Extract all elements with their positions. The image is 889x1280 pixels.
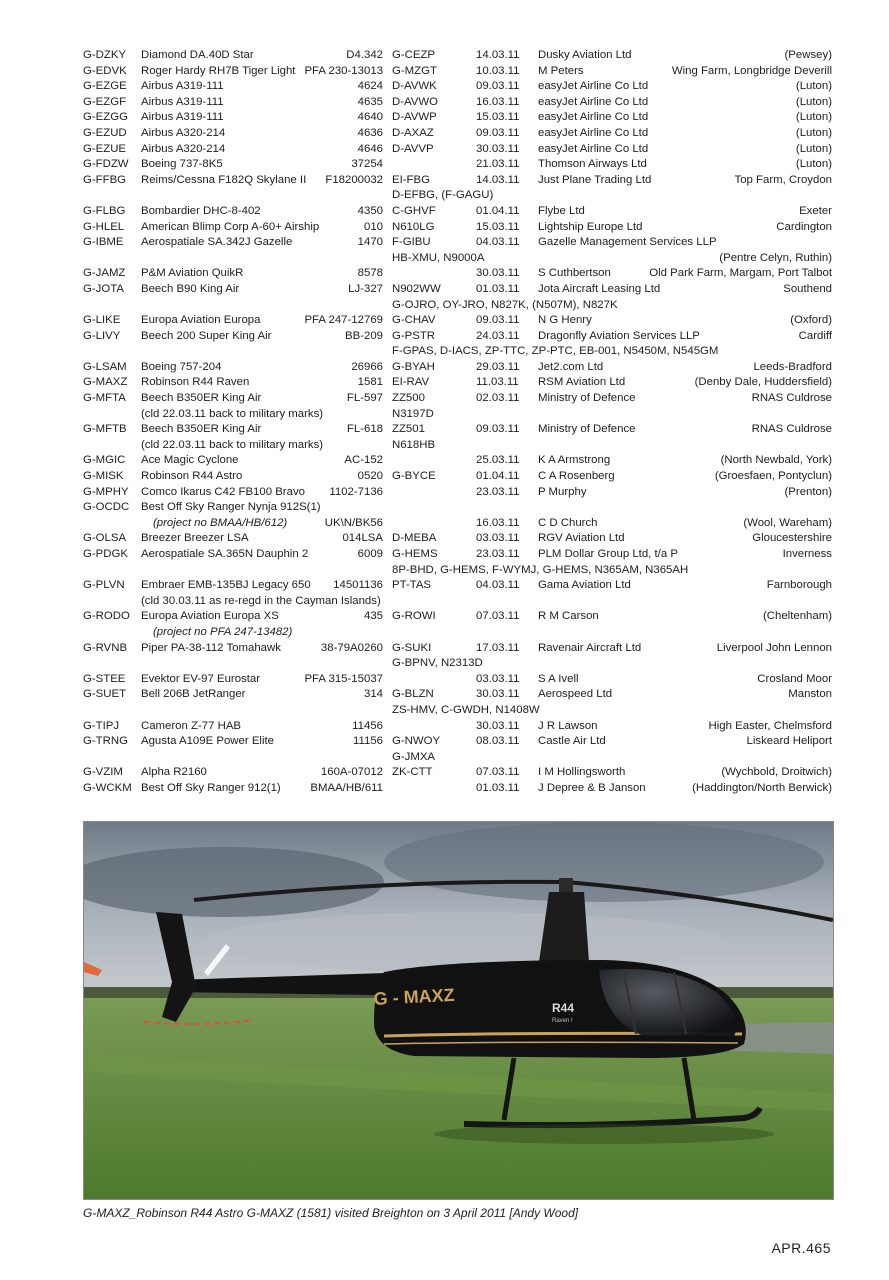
owner: Ministry of Defence: [538, 392, 636, 405]
registration: G-EDVK: [83, 64, 127, 77]
previous-identity: D-AVWP: [392, 111, 437, 124]
register-row: [83, 220, 832, 236]
owner: Ministry of Defence: [538, 423, 636, 436]
base-location: Old Park Farm, Margam, Port Talbot: [649, 267, 832, 280]
construction-number: 010: [363, 220, 383, 233]
registration-date: 23.03.11: [476, 485, 520, 498]
construction-number: 4350: [357, 204, 383, 217]
construction-number: 014LSA: [342, 532, 383, 545]
construction-number: 314: [363, 688, 383, 701]
aircraft-type: (project no BMAA/HB/612): [153, 516, 288, 529]
previous-identity: PT-TAS: [392, 579, 432, 592]
construction-number: 4646: [357, 142, 383, 155]
register-row: [83, 391, 832, 422]
owner: Castle Air Ltd: [538, 735, 606, 748]
register-row: [83, 64, 832, 80]
aircraft-type: Agusta A109E Power Elite: [141, 735, 274, 748]
register-row: [83, 609, 832, 640]
construction-number: UK\N/BK56: [324, 516, 383, 529]
construction-number: PFA 247-12769: [304, 314, 383, 327]
registration: G-EZGF: [83, 95, 127, 108]
previous-identities-note: ZS-HMV, C-GWDH, N1408W: [392, 703, 540, 716]
base-location: Top Farm, Croydon: [734, 173, 832, 186]
registration-date: 21.03.11: [476, 158, 520, 171]
registration-date: 15.03.11: [476, 111, 520, 124]
registration: G-SUET: [83, 688, 127, 701]
base-location: Manston: [788, 688, 832, 701]
aircraft-type: Piper PA-38-112 Tomahawk: [141, 641, 281, 654]
registration-date: 03.03.11: [476, 532, 520, 545]
construction-number: D4.342: [346, 49, 383, 61]
aircraft-type: Airbus A319-111: [141, 95, 224, 108]
owner: Dragonfly Aviation Services LLP: [538, 329, 700, 342]
owner: Ravenair Aircraft Ltd: [538, 641, 642, 654]
aircraft-type: Ace Magic Cyclone: [141, 454, 239, 467]
registration: G-TIPJ: [83, 719, 120, 732]
previous-identity: N610LG: [392, 220, 435, 233]
registration-date: 23.03.11: [476, 548, 520, 560]
register-row: [83, 79, 832, 95]
registration-date: 09.03.11: [476, 80, 520, 93]
aircraft-type: Reims/Cessna F182Q Skylane II: [141, 173, 307, 186]
base-location: (Haddington/North Berwick): [692, 781, 832, 794]
previous-identity: EI-RAV: [392, 376, 430, 389]
registration-date: 16.03.11: [476, 95, 520, 108]
register-row: [83, 672, 832, 688]
registration-date: 16.03.11: [476, 516, 520, 529]
aircraft-type: Beech 200 Super King Air: [141, 329, 272, 342]
construction-number: 4636: [357, 126, 383, 139]
registration-date: 29.03.11: [476, 360, 520, 373]
registration: G-LIKE: [83, 314, 121, 327]
register-row: [83, 734, 832, 765]
registration-note: (cld 22.03.11 back to military marks): [141, 438, 324, 451]
previous-identity: G-PSTR: [392, 329, 436, 342]
previous-identity: D-AVWK: [392, 80, 437, 93]
aircraft-type: P&M Aviation QuikR: [141, 267, 244, 280]
registration-date: 07.03.11: [476, 610, 520, 623]
base-location: Liverpool John Lennon: [716, 641, 832, 654]
construction-number: FL-618: [346, 423, 383, 436]
owner: Flybe Ltd: [538, 204, 585, 217]
aircraft-type: Evektor EV-97 Eurostar: [141, 672, 261, 685]
registration-date: 10.03.11: [476, 64, 520, 77]
owner: C A Rosenberg: [538, 470, 615, 483]
registration-date: 09.03.11: [476, 314, 520, 327]
construction-number: 1102-7136: [329, 485, 383, 498]
registration-note: (project no PFA 247-13482): [153, 625, 293, 638]
registration-marking: G - MAXZ: [373, 984, 456, 1009]
owner: Gama Aviation Ltd: [538, 579, 631, 592]
owner: Lightship Europe Ltd: [538, 220, 643, 233]
registration: G-OLSA: [83, 532, 127, 545]
owner: M Peters: [538, 64, 584, 77]
register-row: [83, 282, 832, 313]
page-number: APR.465: [771, 1240, 831, 1256]
aircraft-type: Boeing 737-8K5: [141, 158, 223, 171]
construction-number: 26966: [351, 360, 383, 373]
registration-date: 03.03.11: [476, 672, 520, 685]
register-row: [83, 95, 832, 111]
registration-date: 24.03.11: [476, 329, 520, 342]
previous-identity: D-AXAZ: [392, 126, 434, 139]
owner: easyJet Airline Co Ltd: [538, 95, 649, 108]
base-location: (Luton): [795, 158, 832, 171]
registration-date: 01.04.11: [476, 204, 520, 217]
construction-number: 6009: [357, 548, 383, 560]
aircraft-type: Best Off Sky Ranger Nynja 912S(1): [141, 501, 321, 514]
registration: G-FFBG: [83, 173, 127, 186]
register-row: [83, 641, 832, 672]
base-location: Farnborough: [766, 579, 832, 592]
base-location: Inverness: [782, 548, 832, 560]
registration: G-HLEL: [83, 220, 125, 233]
register-row: [83, 142, 832, 158]
owner: easyJet Airline Co Ltd: [538, 80, 649, 93]
aircraft-type: Beech B90 King Air: [141, 282, 240, 295]
register-row: [83, 453, 832, 469]
registration-note: (cld 22.03.11 back to military marks): [141, 407, 324, 420]
aircraft-type: Beech B350ER King Air: [141, 392, 262, 405]
owner: easyJet Airline Co Ltd: [538, 111, 649, 124]
register-row: [83, 765, 832, 781]
aircraft-type: Robinson R44 Astro: [141, 470, 243, 483]
registration-date: 08.03.11: [476, 735, 520, 748]
registration: G-MFTA: [83, 392, 126, 405]
register-row: [83, 173, 832, 204]
previous-identity: G-HEMS: [392, 548, 438, 560]
registration: G-MAXZ: [83, 376, 128, 389]
base-location: Gloucestershire: [752, 532, 832, 545]
owner: N G Henry: [538, 314, 592, 327]
owner: C D Church: [538, 516, 598, 529]
construction-number: 37254: [351, 158, 383, 171]
previous-identities-note: 8P-BHD, G-HEMS, F-WYMJ, G-HEMS, N365AM, N365AH: [392, 563, 689, 576]
owner: Aerospeed Ltd: [538, 688, 613, 701]
registration-date: 01.03.11: [476, 781, 520, 794]
register-row: [83, 329, 832, 360]
construction-number: 11156: [353, 735, 383, 748]
previous-identities-note: G-JMXA: [392, 750, 436, 763]
register-row: [83, 719, 832, 735]
aircraft-type: Aerospatiale SA.342J Gazelle: [141, 236, 293, 249]
base-location: RNAS Culdrose: [751, 423, 832, 436]
aircraft-type: Airbus A320-214: [141, 126, 226, 139]
registration: G-WCKM: [83, 781, 132, 794]
registration-date: 02.03.11: [476, 392, 520, 405]
register-row: [83, 266, 832, 282]
previous-identity: G-CHAV: [392, 314, 436, 327]
previous-identity: G-BLZN: [392, 688, 434, 701]
register-row: [83, 781, 832, 797]
register-row: [83, 469, 832, 485]
base-location: (Groesfaen, Pontyclun): [714, 470, 832, 483]
previous-identity: ZK-CTT: [392, 766, 433, 779]
registration-date: 04.03.11: [476, 236, 520, 249]
registration: G-RVNB: [83, 641, 128, 654]
registration: G-DZKY: [83, 49, 127, 61]
owner: easyJet Airline Co Ltd: [538, 126, 649, 139]
register-table: [83, 48, 832, 797]
registration-date: 09.03.11: [476, 423, 520, 436]
registration-date: 30.03.11: [476, 719, 520, 732]
aircraft-type: Bell 206B JetRanger: [141, 688, 246, 701]
owner: J R Lawson: [538, 719, 598, 732]
registration: G-JOTA: [83, 282, 124, 295]
register-row: [83, 485, 832, 501]
aircraft-type: Airbus A320-214: [141, 142, 226, 155]
aircraft-type: Aerospatiale SA.365N Dauphin 2: [141, 548, 309, 560]
register-row: [83, 313, 832, 329]
base-location: (Oxford): [790, 314, 832, 327]
base-location: RNAS Culdrose: [751, 392, 832, 405]
aircraft-type: Best Off Sky Ranger 912(1): [141, 781, 281, 794]
owner: Jota Aircraft Leasing Ltd: [538, 282, 661, 295]
owner: RGV Aviation Ltd: [538, 532, 625, 545]
owner: Gazelle Management Services LLP: [538, 236, 717, 249]
owner: P Murphy: [538, 485, 587, 498]
previous-identities-note: G-BPNV, N2313D: [392, 657, 483, 670]
registration: G-PDGK: [83, 548, 128, 560]
previous-identity: D-AVWO: [392, 95, 438, 108]
base-location: (Luton): [795, 80, 832, 93]
registration: G-OCDC: [83, 501, 130, 514]
aircraft-type: Roger Hardy RH7B Tiger Light: [141, 64, 296, 77]
construction-number: 11456: [352, 719, 383, 732]
register-row: [83, 126, 832, 142]
construction-number: PFA 230-13013: [304, 64, 383, 77]
photo-caption: G-MAXZ_Robinson R44 Astro G-MAXZ (1581) visited Breighton on 3 April 2011 [Andy Wood]: [83, 1206, 579, 1220]
construction-number: 38-79A0260: [320, 641, 383, 654]
previous-identity: G-BYCE: [392, 470, 436, 483]
base-location: (Luton): [795, 95, 832, 108]
aircraft-type: Alpha R2160: [141, 766, 207, 779]
previous-identities-note: F-GPAS, D-IACS, ZP-TTC, ZP-PTC, EB-001, N5450M, N545GM: [392, 345, 719, 358]
registration-date: 14.03.11: [476, 49, 520, 61]
aircraft-type: Cameron Z-77 HAB: [141, 719, 242, 732]
previous-identity: G-NWOY: [392, 735, 441, 748]
owner: Jet2.com Ltd: [538, 360, 604, 373]
aircraft-type: Diamond DA.40D Star: [141, 49, 254, 61]
registration: G-VZIM: [83, 766, 123, 779]
construction-number: 8578: [357, 267, 383, 280]
register-row: [83, 500, 832, 516]
register-row: [83, 375, 832, 391]
construction-number: 4635: [357, 95, 383, 108]
registration: G-JAMZ: [83, 267, 126, 280]
previous-identity: G-MZGT: [392, 64, 437, 77]
construction-number: 435: [363, 610, 383, 623]
register-row: [83, 157, 832, 173]
aircraft-type: Comco Ikarus C42 FB100 Bravo: [141, 485, 305, 498]
registration: G-PLVN: [83, 579, 125, 592]
previous-identities-note: N618HB: [392, 438, 436, 451]
registration: G-LIVY: [83, 329, 121, 342]
base-location: (Pentre Celyn, Ruthin): [719, 251, 832, 264]
construction-number: 4640: [357, 111, 383, 124]
aircraft-type: American Blimp Corp A-60+ Airship: [141, 220, 320, 233]
construction-number: LJ-327: [348, 282, 383, 295]
owner: I M Hollingsworth: [538, 766, 626, 779]
base-location: Southend: [783, 282, 832, 295]
construction-number: 14501136: [333, 579, 383, 592]
previous-identity: ZZ501: [392, 423, 425, 436]
registration: G-RODO: [83, 610, 130, 623]
construction-number: 160A-07012: [320, 766, 383, 779]
registration-date: 30.03.11: [476, 142, 520, 155]
construction-number: AC-152: [344, 454, 383, 467]
base-location: High Easter, Chelmsford: [708, 719, 832, 732]
base-location: Wing Farm, Longbridge Deverill: [671, 64, 832, 77]
base-location: (Prenton): [784, 485, 832, 498]
base-location: (Pewsey): [784, 49, 832, 61]
construction-number: F18200032: [325, 173, 383, 186]
aircraft-type: Europa Aviation Europa: [141, 314, 261, 327]
base-location: Liskeard Heliport: [746, 735, 832, 748]
registration: G-EZUE: [83, 142, 127, 155]
previous-identity: N902WW: [392, 282, 441, 295]
owner: Just Plane Trading Ltd: [538, 173, 652, 186]
registration: G-LSAM: [83, 360, 127, 373]
base-location: (Luton): [795, 111, 832, 124]
registration: G-MISK: [83, 470, 124, 483]
helicopter-illustration: [84, 822, 833, 1199]
register-row: [83, 235, 832, 266]
registration-date: 01.04.11: [476, 470, 520, 483]
helicopter-photo: [83, 821, 834, 1200]
registration-date: 07.03.11: [476, 766, 520, 779]
construction-number: FL-597: [346, 392, 383, 405]
base-location: Leeds-Bradford: [753, 360, 832, 373]
registration: G-STEE: [83, 672, 126, 685]
model-marking: R44: [552, 1001, 575, 1015]
previous-identity: G-ROWI: [392, 610, 436, 623]
base-location: (Denby Dale, Huddersfield): [694, 376, 832, 389]
aircraft-type: Bombardier DHC-8-402: [141, 204, 261, 217]
previous-identity: G-BYAH: [392, 360, 435, 373]
previous-identity: ZZ500: [392, 392, 425, 405]
owner: S A Ivell: [538, 672, 579, 685]
owner: Dusky Aviation Ltd: [538, 49, 632, 61]
construction-number: 1470: [357, 236, 383, 249]
base-location: (Wool, Wareham): [743, 516, 832, 529]
registration: G-MPHY: [83, 485, 129, 498]
previous-identities-note: HB-XMU, N9000A: [392, 251, 485, 264]
owner: easyJet Airline Co Ltd: [538, 142, 649, 155]
previous-identity: EI-FBG: [392, 173, 430, 186]
register-row: [83, 110, 832, 126]
registration-date: 09.03.11: [476, 126, 520, 139]
register-row: [83, 204, 832, 220]
register-row: [83, 687, 832, 718]
register-row: [83, 547, 832, 578]
previous-identity: D-AVVP: [392, 142, 434, 155]
base-location: (Luton): [795, 126, 832, 139]
register-row: [83, 422, 832, 453]
registration-date: 04.03.11: [476, 579, 520, 592]
register-row: [83, 578, 832, 609]
previous-identity: F-GIBU: [392, 236, 431, 249]
construction-number: 4624: [357, 80, 383, 93]
owner: RSM Aviation Ltd: [538, 376, 626, 389]
registration-date: 15.03.11: [476, 220, 520, 233]
registration-date: 30.03.11: [476, 688, 520, 701]
registration: G-TRNG: [83, 735, 128, 748]
construction-number: PFA 315-15037: [304, 672, 383, 685]
previous-identities-note: D-EFBG, (F-GAGU): [392, 189, 494, 202]
previous-identity: G-CEZP: [392, 49, 436, 61]
registration-date: 11.03.11: [476, 376, 519, 389]
model-sub-marking: Raven I: [552, 1018, 573, 1024]
registration-date: 01.03.11: [476, 282, 520, 295]
registration: G-EZGG: [83, 111, 128, 124]
aircraft-type: Airbus A319-111: [141, 80, 224, 93]
aircraft-type: Boeing 757-204: [141, 360, 222, 373]
base-location: Cardiff: [798, 329, 832, 342]
owner: S Cuthbertson: [538, 267, 611, 280]
registration: G-MGIC: [83, 454, 126, 467]
construction-number: 0520: [357, 470, 383, 483]
owner: J Depree & B Janson: [538, 781, 646, 794]
owner: Thomson Airways Ltd: [538, 158, 647, 171]
registration: G-IBME: [83, 236, 124, 249]
aircraft-type: Breezer Breezer LSA: [141, 532, 249, 545]
aircraft-type: Robinson R44 Raven: [141, 376, 250, 389]
registration: G-EZGE: [83, 80, 127, 93]
aircraft-type: Europa Aviation Europa XS: [141, 610, 279, 623]
owner: R M Carson: [538, 610, 599, 623]
register-row: [83, 531, 832, 547]
construction-number: BMAA/HB/611: [310, 781, 383, 794]
base-location: Cardington: [776, 220, 832, 233]
register-row: [83, 360, 832, 376]
aircraft-type: Embraer EMB-135BJ Legacy 650: [141, 579, 311, 592]
registration-date: 17.03.11: [476, 641, 520, 654]
base-location: (Luton): [795, 142, 832, 155]
base-location: (North Newbald, York): [720, 454, 832, 467]
registration: G-EZUD: [83, 126, 127, 139]
previous-identities-note: G-OJRO, OY-JRO, N827K, (N507M), N827K: [392, 298, 618, 311]
base-location: Exeter: [799, 204, 832, 217]
registration-date: 14.03.11: [476, 173, 520, 186]
base-location: Crosland Moor: [757, 672, 832, 685]
registration-date: 30.03.11: [476, 267, 520, 280]
previous-identities-note: N3197D: [392, 407, 434, 420]
owner: K A Armstrong: [538, 454, 611, 467]
registration: G-FDZW: [83, 158, 129, 171]
construction-number: BB-209: [345, 329, 383, 342]
registration: G-MFTB: [83, 423, 127, 436]
base-location: (Wychbold, Droitwich): [721, 766, 832, 779]
registration-note: (cld 30.03.11 as re-regd in the Cayman Islands): [141, 594, 381, 607]
aircraft-type: Airbus A319-111: [141, 111, 224, 124]
register-row: [83, 516, 832, 532]
base-location: (Cheltenham): [762, 610, 832, 623]
previous-identity: D-MEBA: [392, 532, 437, 545]
register-row: [83, 48, 832, 64]
registration: G-FLBG: [83, 204, 126, 217]
previous-identity: G-SUKI: [392, 641, 432, 654]
construction-number: 1581: [357, 376, 383, 389]
owner: PLM Dollar Group Ltd, t/a P: [538, 548, 678, 560]
registration-date: 25.03.11: [476, 454, 520, 467]
previous-identity: C-GHVF: [392, 204, 436, 217]
aircraft-type: Beech B350ER King Air: [141, 423, 262, 436]
